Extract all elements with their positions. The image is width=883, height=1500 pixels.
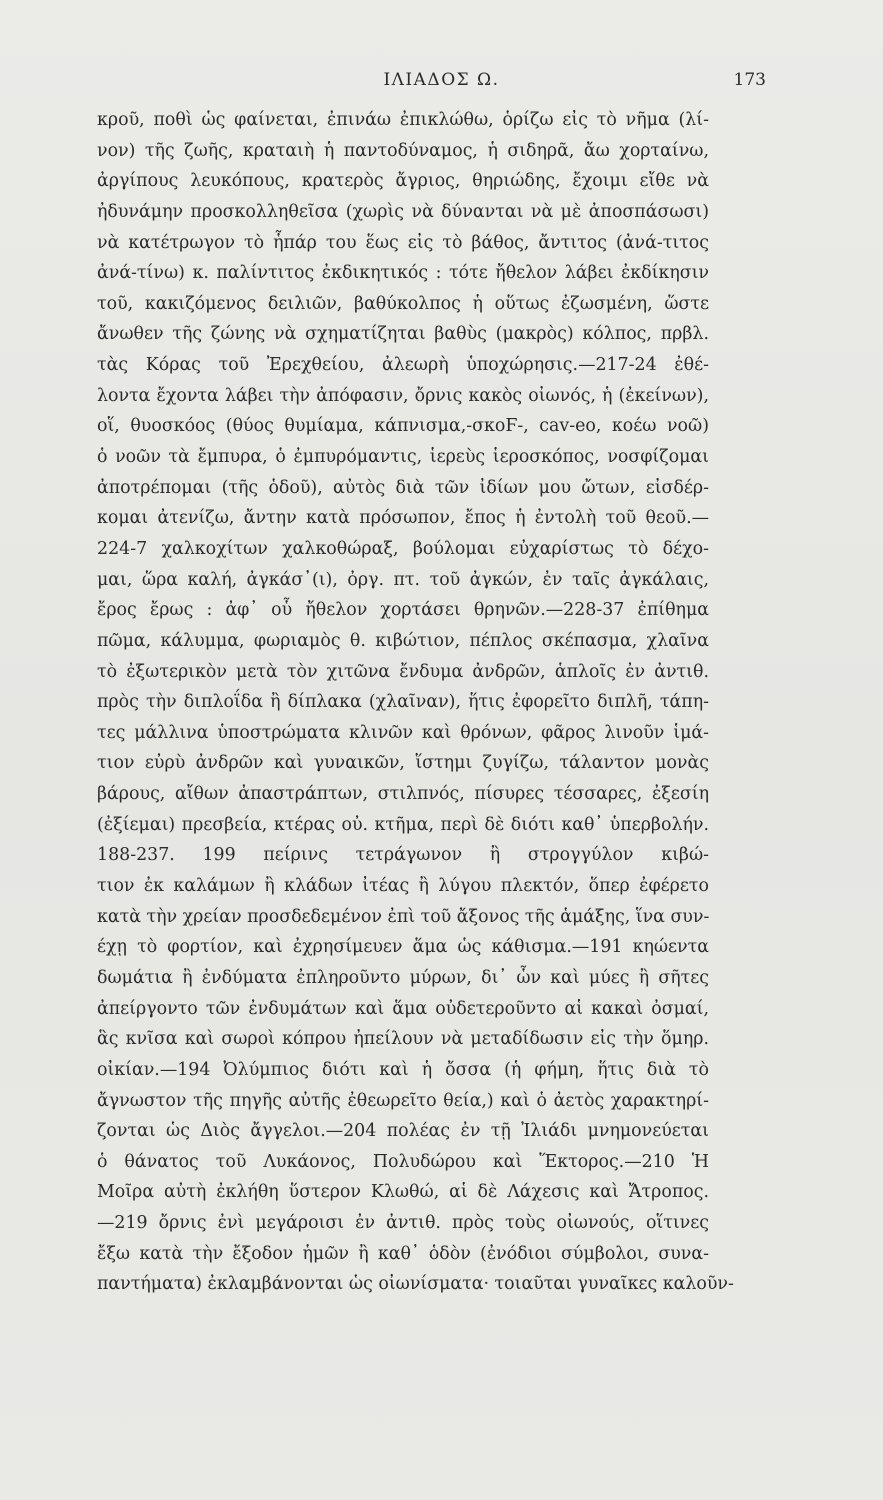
text-line: ἄγνωστον τῆς πηγῆς αὐτῆς ἐθεωρεῖτο θεία,) καὶ ὁ ἀετὸς χαρακτηρί-: [97, 1090, 709, 1111]
text-line: Μοῖρα αὐτὴ ἐκλήθη ὕστερον Κλωθώ, αἱ δὲ Λάχεσις καὶ Ἄτροπος.: [97, 1182, 709, 1203]
text-line: ἀπείργοντο τῶν ἐνδυμάτων καὶ ἅμα οὐδετεροῦντο αἱ κακαὶ ὀσμαί,: [97, 998, 709, 1019]
text-line: βάρους, αἴθων ἀπαστράπτων, στιλπνός, πίσυρες τέσσαρες, ἐξεσίη: [97, 784, 709, 805]
text-line: 224-7 χαλκοχίτων χαλκοθώραξ, βούλομαι εὐχαρίστως τὸ δέχο-: [97, 538, 709, 559]
running-head: [0, 70, 883, 94]
text-line: ἃς κνῖσα καὶ σωροὶ κόπρου ἠπείλουν νὰ μεταδίδωσιν εἰς τὴν ὅμηρ.: [97, 1029, 709, 1050]
text-line: —219 ὄρνις ἐνὶ μεγάροισι ἐν ἀντιθ. πρὸς τοὺς οἰωνούς, οἵτινες: [97, 1213, 709, 1234]
text-line: ζονται ὡς Διὸς ἄγγελοι.—204 πολέας ἐν τῇ Ἰλιάδι μνημονεύεται: [97, 1121, 709, 1142]
page-number: 173: [733, 70, 766, 90]
text-line: ἔξω κατὰ τὴν ἔξοδον ἡμῶν ἢ καθ᾽ ὁδὸν (ἐνόδιοι σύμβολοι, συνα-: [97, 1243, 709, 1264]
text-line: ἀργίπους λευκόπους, κρατερὸς ἄγριος, θηριώδης, ἔχοιμι εἴθε νὰ: [97, 171, 709, 192]
text-line: τιον εὐρὺ ἀνδρῶν καὶ γυναικῶν, ἵστημι ζυγίζω, τάλαντον μονὰς: [97, 753, 709, 774]
text-line: (ἐξίεμαι) πρεσβεία, κτέρας οὐ. κτῆμα, περὶ δὲ διότι καθ᾽ ὑπερβολήν.: [97, 814, 709, 835]
text-line: δωμάτια ἢ ἐνδύματα ἐπληροῦντο μύρων, δι᾽ ὧν καὶ μύες ἢ σῆτες: [97, 967, 709, 988]
text-line: ἀνά-τίνω) κ. παλίντιτος ἐκδικητικός : τότε ἤθελον λάβει ἐκδίκησιν: [97, 263, 709, 284]
running-title: ΙΛΙΑΔΟΣ Ω.: [383, 70, 500, 90]
text-line: ἠδυνάμην προσκολληθεῖσα (χωρὶς νὰ δύνανται νὰ μὲ ἀποσπάσωσι): [97, 201, 709, 222]
text-line: ἀποτρέπομαι (τῆς ὁδοῦ), αὐτὸς διὰ τῶν ἰδίων μου ὤτων, εἰσδέρ-: [97, 477, 709, 498]
text-line: παντήματα) ἐκλαμβάνονται ὡς οἰωνίσματα· τοιαῦται γυναῖκες καλοῦν-: [97, 1274, 734, 1295]
text-line: λοντα ἔχοντα λάβει τὴν ἀπόφασιν, ὄρνις κακὸς οἰωνός, ἡ (ἐκείνων),: [97, 385, 709, 406]
commentary-text: [97, 105, 734, 1300]
text-line: μαι, ὥρα καλή, ἀγκάσ᾽(ι), ὀργ. πτ. τοῦ ἀγκών, ἐν ταῖς ἀγκάλαις,: [97, 569, 709, 590]
text-line: ὁ νοῶν τὰ ἔμπυρα, ὁ ἐμπυρόμαντις, ἱερεὺς ἱεροσκόπος, νοσφίζομαι: [97, 447, 709, 468]
text-line: έχῃ τὸ φορτίον, καὶ ἐχρησίμευεν ἅμα ὡς κάθισμα.—191 κηώεντα: [97, 937, 709, 958]
text-line: οἵ, θυοσκόος (θύος θυμίαμα, κάπνισμα,-σκοϜ-, cav-eo, κοέω νοῶ): [97, 416, 709, 437]
text-line: ὁ θάνατος τοῦ Λυκάονος, Πολυδώρου καὶ Ἕκτορος.—210 Ἡ: [97, 1151, 709, 1172]
text-line: τὸ ἐξωτερικὸν μετὰ τὸν χιτῶνα ἔνδυμα ἀνδρῶν, ἁπλοῖς ἐν ἀντιθ.: [97, 661, 709, 682]
text-line: κατὰ τὴν χρείαν προσδεδεμένον ἐπὶ τοῦ ἄξονος τῆς ἁμάξης, ἵνα συν-: [97, 906, 710, 927]
text-line: νον) τῆς ζωῆς, κραταιὴ ἡ παντοδύναμος, ἡ σιδηρᾶ, ἄω χορταίνω,: [97, 140, 709, 161]
text-line: οἰκίαν.—194 Ὀλύμπιος διότι καὶ ἡ ὄσσα (ἡ φήμη, ἥτις διὰ τὸ: [97, 1059, 709, 1080]
text-line: ἄνωθεν τῆς ζώνης νὰ σχηματίζηται βαθὺς (μακρὸς) κόλπος, πρβλ.: [97, 324, 709, 345]
text-line: πῶμα, κάλυμμα, φωριαμὸς θ. κιβώτιον, πέπλος σκέπασμα, χλαῖνα: [97, 630, 709, 651]
text-line: πρὸς τὴν διπλοΐδα ἢ δίπλακα (χλαῖναν), ἥτις ἐφορεῖτο διπλῆ, τάπη-: [97, 692, 709, 713]
text-line: κομαι ἀτενίζω, ἄντην κατὰ πρόσωπον, ἔπος ἡ ἐντολὴ τοῦ θεοῦ.—: [97, 508, 709, 529]
text-line: τοῦ, κακιζόμενος δειλιῶν, βαθύκολπος ἡ οὕτως ἐζωσμένη, ὥστε: [97, 293, 709, 314]
section-heading-line: 188-237. 199 πείρινς τετράγωνον ἢ στρογγύλον κιβώ-: [97, 845, 709, 866]
text-line: τες μάλλινα ὑποστρώματα κλινῶν καὶ θρόνων, φᾶρος λινοῦν ἱμά-: [97, 722, 709, 743]
text-line: τιον ἐκ καλάμων ἢ κλάδων ἰτέας ἢ λύγου πλεκτόν, ὅπερ ἐφέρετο: [97, 876, 709, 897]
text-line: κροῦ, ποθὶ ὡς φαίνεται, ἐπινάω ἐπικλώθω, ὁρίζω εἰς τὸ νῆμα (λί-: [97, 110, 709, 130]
text-line: τὰς Κόρας τοῦ Ἐρεχθείου, ἀλεωρὴ ὑποχώρησις.—217-24 ἐθέ-: [97, 355, 709, 376]
text-line: ἔρος ἔρως : ἀφ᾽ οὗ ἤθελον χορτάσει θρηνῶν.—228-37 ἐπίθημα: [97, 600, 709, 621]
text-line: νὰ κατέτρωγον τὸ ἧπάρ του ἕως εἰς τὸ βάθος, ἄντιτος (ἀνά-τιτος: [97, 232, 709, 253]
